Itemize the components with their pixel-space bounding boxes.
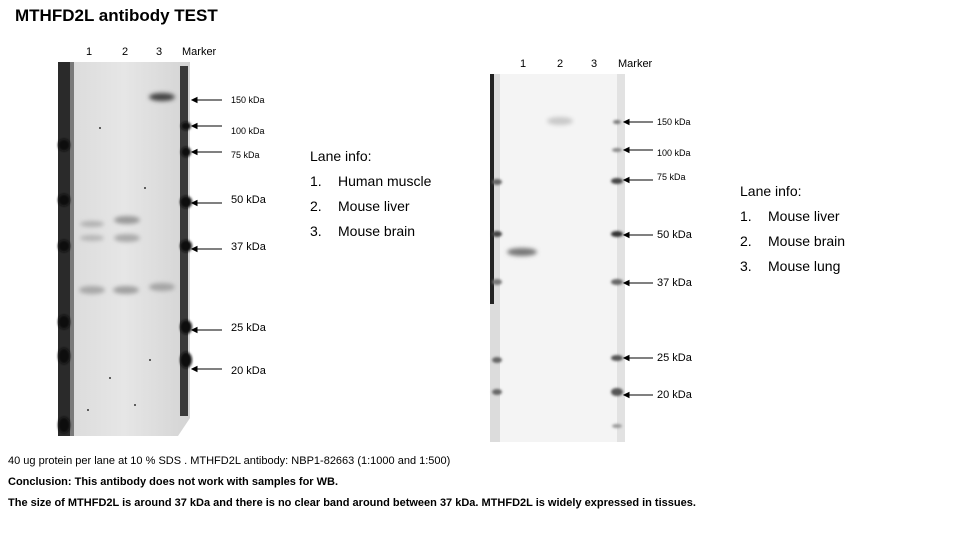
right-lane-label-2: 2 <box>557 58 564 70</box>
lane-info-num: 3. <box>310 223 322 239</box>
left-marker-25: 25 kDa <box>231 322 266 334</box>
right-lane-info-item <box>740 258 840 274</box>
left-lane-label-marker: Marker <box>182 46 217 58</box>
page-title: MTHFD2L antibody TEST <box>15 6 218 25</box>
lane-info-num: 2. <box>310 198 322 214</box>
right-marker-25: 25 kDa <box>657 352 692 364</box>
left-marker-arrows <box>192 98 222 372</box>
lane-info-num: 2. <box>740 233 752 249</box>
left-marker-75: 75 kDa <box>231 150 260 160</box>
right-lane-info-item <box>740 208 840 224</box>
lane-info-name: Mouse liver <box>338 198 410 214</box>
left-lane-info-title: Lane info: <box>310 148 372 164</box>
right-lane-info-item <box>740 233 845 249</box>
right-marker-37: 37 kDa <box>657 277 692 289</box>
right-blot-image <box>490 74 625 442</box>
footer-protein-note: 40 ug protein per lane at 10 % SDS . MTHFD2L antibody: NBP1-82663 (1:1000 and 1:500) <box>8 455 451 467</box>
lane-info-num: 1. <box>740 208 752 224</box>
right-marker-20: 20 kDa <box>657 389 692 401</box>
lane-info-name: Mouse lung <box>768 258 841 274</box>
footer-conclusion: Conclusion: This antibody does not work with samples for WB. <box>8 476 339 488</box>
right-marker-arrows <box>624 120 653 398</box>
right-lane-label-3: 3 <box>591 58 598 70</box>
left-blot-image <box>58 62 192 436</box>
lane-info-num: 3. <box>740 258 752 274</box>
left-marker-150: 150 kDa <box>231 95 265 105</box>
right-lane-info-title: Lane info: <box>740 183 802 199</box>
lane-info-name: Mouse liver <box>768 208 840 224</box>
right-lane-label-1: 1 <box>520 58 527 70</box>
lane-info-name: Human muscle <box>338 173 432 189</box>
right-lane-label-marker: Marker <box>618 58 653 70</box>
footer-size-note: The size of MTHFD2L is around 37 kDa and there is no clear band around between 37 kDa. MTHFD2L is widely expressed in tissues. <box>8 497 696 509</box>
right-marker-75: 75 kDa <box>657 172 686 182</box>
left-lane-info-item <box>310 198 410 214</box>
left-lane-label-2: 2 <box>122 46 129 58</box>
right-marker-100: 100 kDa <box>657 148 691 158</box>
right-marker-50: 50 kDa <box>657 229 692 241</box>
lane-info-name: Mouse brain <box>768 233 846 249</box>
left-marker-37: 37 kDa <box>231 241 266 253</box>
left-lane-label-3: 3 <box>156 46 163 58</box>
left-marker-100: 100 kDa <box>231 126 265 136</box>
left-lane-info-item <box>310 173 431 189</box>
left-marker-50: 50 kDa <box>231 194 266 206</box>
left-marker-20: 20 kDa <box>231 365 266 377</box>
lane-info-name: Mouse brain <box>338 223 416 239</box>
left-lane-label-1: 1 <box>86 46 93 58</box>
right-marker-150: 150 kDa <box>657 117 691 127</box>
lane-info-num: 1. <box>310 173 322 189</box>
left-lane-info-item <box>310 223 415 239</box>
